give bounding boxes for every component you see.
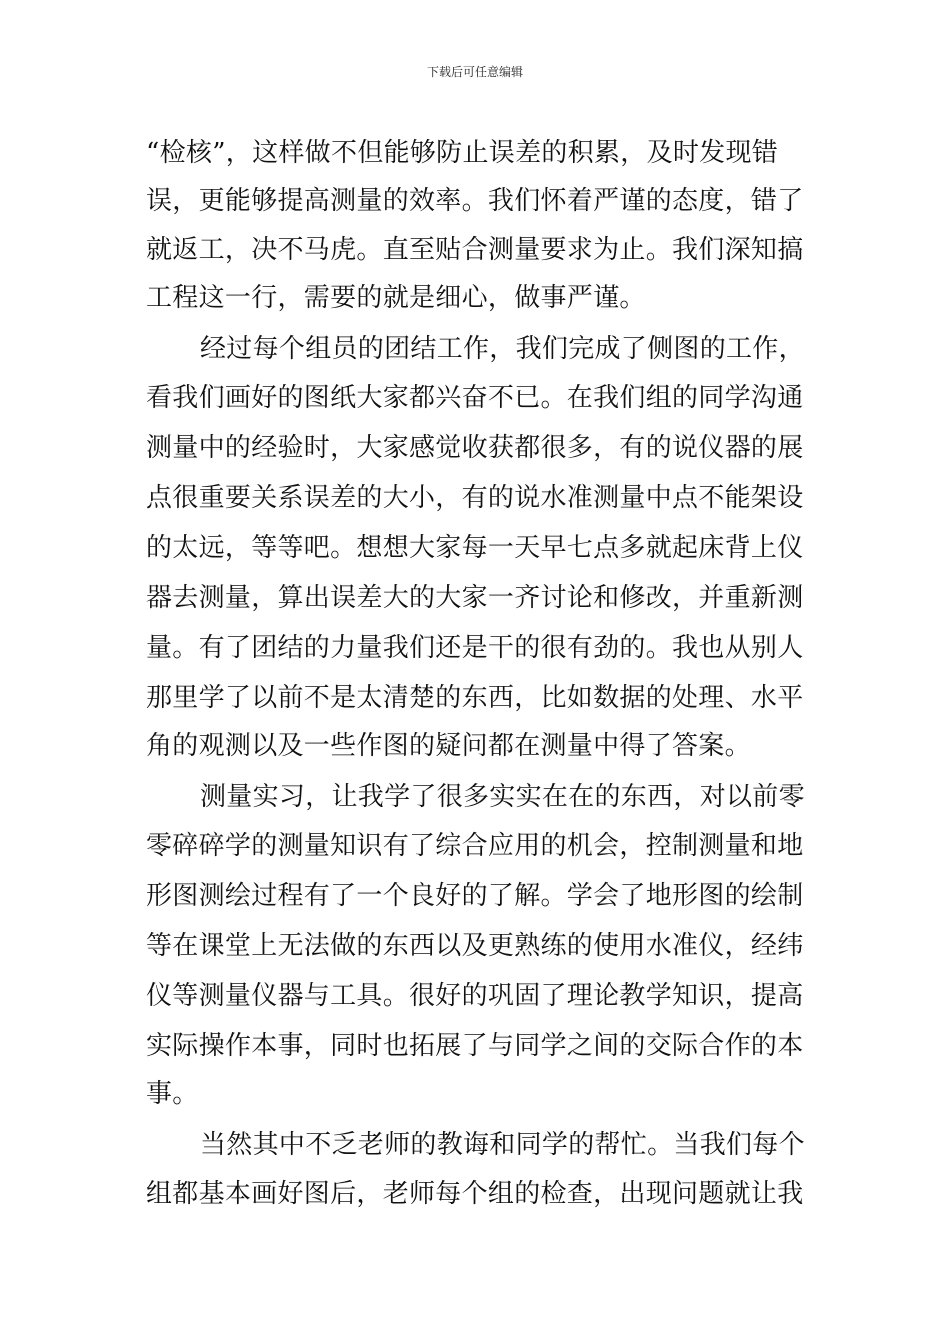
text-line: 工程这一行，需要的就是细心，做事严谨。 [146,283,646,313]
text-line: 事。 [146,1079,199,1109]
text-line: 量。有了团结的力量我们还是干的很有劲的。我也从别人 [146,633,804,663]
text-line: 仪等测量仪器与工具。很好的巩固了理论教学知识，提高 [146,981,804,1011]
text-line: 看我们画好的图纸大家都兴奋不已。在我们组的同学沟通 [146,383,804,413]
text-line: 测量中的经验时，大家感觉收获都很多，有的说仪器的展 [146,433,804,463]
text-line: 实际操作本事，同时也拓展了与同学之间的交际合作的本 [146,1031,804,1061]
text-line: 等在课堂上无法做的东西以及更熟练的使用水准仪，经纬 [146,931,804,961]
page-header: 下载后可任意编辑 [426,65,523,79]
text-line: 器去测量，算出误差大的大家一齐讨论和修改，并重新测 [146,583,804,613]
text-line: 形图测绘过程有了一个良好的了解。学会了地形图的绘制 [146,881,804,911]
text-line: 的太远，等等吧。想想大家每一天早七点多就起床背上仪 [146,533,804,563]
paragraph-first-line: 测量实习，让我学了很多实实在在的东西，对以前零 [200,782,805,812]
text-line: 就返工，决不马虎。直至贴合测量要求为止。我们深知搞 [146,235,804,265]
paragraph-first-line: 当然其中不乏老师的教诲和同学的帮忙。当我们每个 [200,1130,805,1160]
text-line: 点很重要关系误差的大小，有的说水准测量中点不能架设 [146,483,804,513]
text-line: 误，更能够提高测量的效率。我们怀着严谨的态度，错了 [146,186,804,216]
text-line: 那里学了以前不是太清楚的东西，比如数据的处理、水平 [146,683,804,713]
text-line: 零碎碎学的测量知识有了综合应用的机会，控制测量和地 [146,831,804,861]
paragraph-first-line: 经过每个组员的团结工作，我们完成了侧图的工作， [200,334,805,364]
text-line: “检核”，这样做不但能够防止误差的积累，及时发现错 [146,138,779,168]
text-line: 组都基本画好图后，老师每个组的检查，出现问题就让我 [146,1179,804,1209]
text-line: 角的观测以及一些作图的疑问都在测量中得了答案。 [146,731,751,761]
